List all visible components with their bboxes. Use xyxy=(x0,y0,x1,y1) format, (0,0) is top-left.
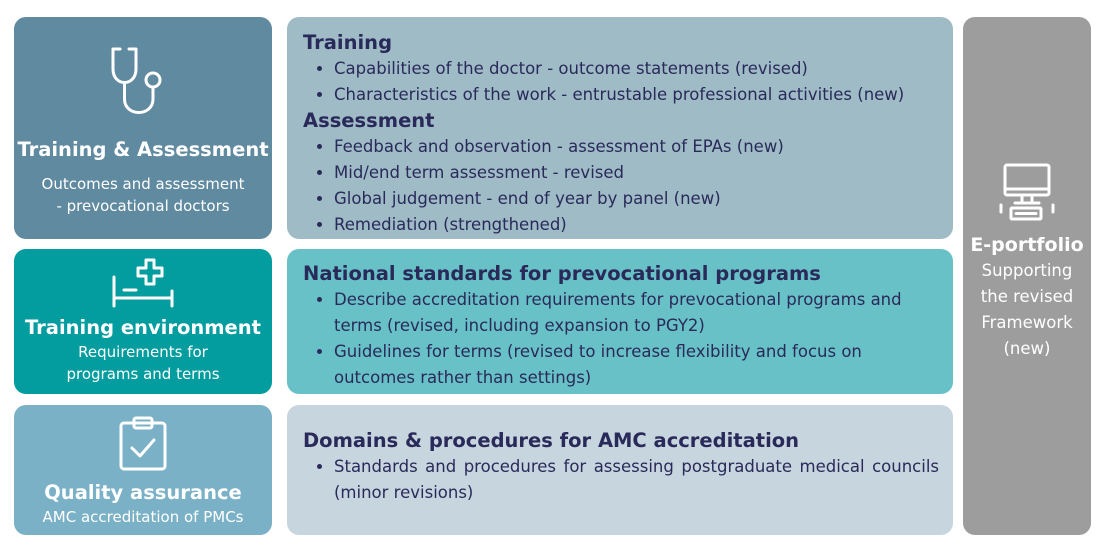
training-assessment-details xyxy=(287,17,953,239)
list-item: • Mid/end term assessment - revised xyxy=(334,160,939,186)
list-item: • Describe accreditation requirements for prevocational programs and terms (revised, including expansion to PGY2) xyxy=(334,287,939,339)
section-heading: Training xyxy=(303,31,393,54)
box-title: Training environment xyxy=(25,316,261,339)
e-portfolio-box xyxy=(963,17,1091,535)
box-subtitle-line: the revised xyxy=(980,287,1074,306)
section-heading: Assessment xyxy=(303,109,435,132)
clipboard-check-icon xyxy=(118,416,168,472)
quality-assurance-box xyxy=(14,405,272,535)
box-subtitle-line: Framework xyxy=(981,313,1073,332)
box-title: Training & Assessment xyxy=(17,138,269,161)
bullet-list xyxy=(303,454,939,506)
box-subtitle-line: Supporting xyxy=(981,261,1073,280)
box-subtitle-line: (new) xyxy=(1003,339,1051,358)
list-item: • Characteristics of the work - entrustable professional activities (new) xyxy=(334,82,939,108)
list-item: • Standards and procedures for assessing postgraduate medical councils (minor revisions) xyxy=(334,454,939,506)
quality-assurance-details xyxy=(287,405,953,535)
training-environment-details xyxy=(287,249,953,394)
computer-icon xyxy=(997,162,1057,224)
training-assessment-box xyxy=(14,17,272,239)
bullet-list xyxy=(303,134,939,238)
list-item: • Remediation (strengthened) xyxy=(334,212,939,238)
stethoscope-icon xyxy=(108,43,178,121)
list-item: • Capabilities of the doctor - outcome statements (revised) xyxy=(334,56,939,82)
section-heading: Domains & procedures for AMC accreditation xyxy=(303,429,800,452)
list-item: • Global judgement - end of year by panel (new) xyxy=(334,186,939,212)
training-environment-box xyxy=(14,249,272,394)
box-title: Quality assurance xyxy=(44,481,242,504)
box-subtitle-line: Outcomes and assessment xyxy=(41,175,245,193)
bullet-list xyxy=(303,287,939,391)
box-title: E-portfolio xyxy=(970,234,1084,256)
box-subtitle-line: - prevocational doctors xyxy=(56,197,230,215)
box-subtitle-line: programs and terms xyxy=(66,365,220,383)
list-item: • Feedback and observation - assessment of EPAs (new) xyxy=(334,134,939,160)
hospital-bed-icon xyxy=(110,257,176,309)
box-subtitle-line: AMC accreditation of PMCs xyxy=(42,508,244,526)
box-subtitle-line: Requirements for xyxy=(78,343,208,361)
bullet-list xyxy=(303,56,939,108)
list-item: • Guidelines for terms (revised to increase flexibility and focus on outcomes rather than settings) xyxy=(334,339,939,391)
section-heading: National standards for prevocational programs xyxy=(303,262,821,285)
